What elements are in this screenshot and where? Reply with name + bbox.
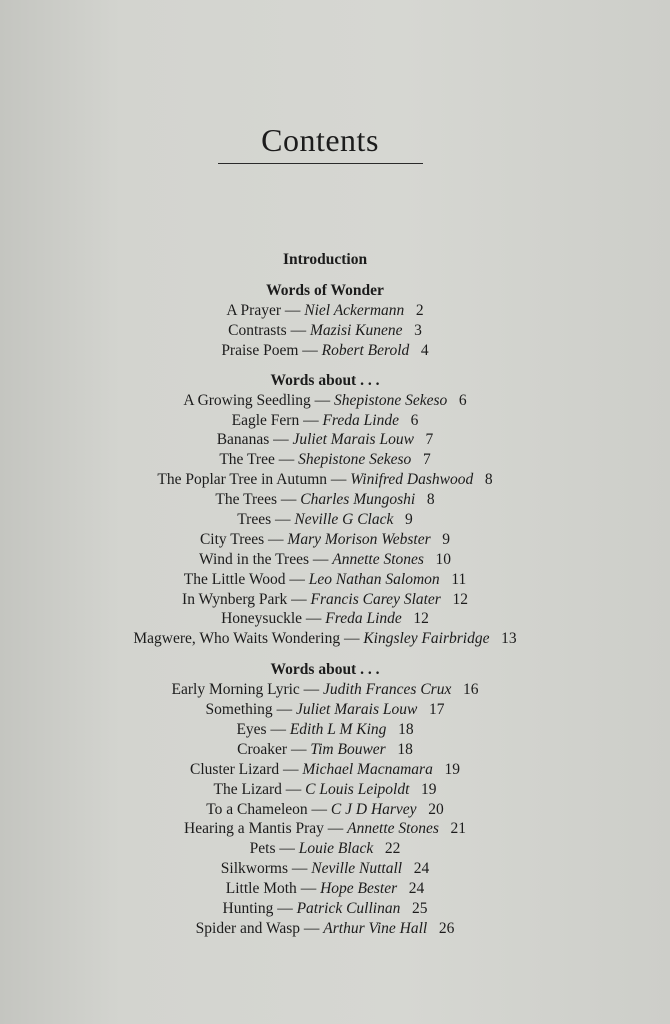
entry-separator: — xyxy=(310,391,335,409)
entry-title: Hearing a Mantis Pray xyxy=(184,820,324,838)
entry-title: Something xyxy=(205,701,273,719)
toc-entry xyxy=(0,899,650,919)
entry-page-number: 18 xyxy=(397,740,413,758)
entry-author: Kingsley Fairbridge xyxy=(363,630,490,648)
entry-author: Mazisi Kunene xyxy=(309,321,403,339)
section-heading: Words about . . . xyxy=(270,371,380,389)
entry-page-number: 22 xyxy=(384,840,401,858)
entry-page-number: 17 xyxy=(428,701,445,719)
entry-page-number: 24 xyxy=(413,860,430,878)
entry-page-number: 21 xyxy=(450,820,466,838)
toc-entry xyxy=(0,800,650,820)
entry-author: Annette Stones xyxy=(332,550,424,568)
entry-author: Juliet Marais Louw xyxy=(295,701,418,719)
entry-separator: — xyxy=(279,760,303,778)
entry-title: Honeysuckle xyxy=(221,610,303,628)
entry-separator: — xyxy=(271,511,295,529)
toc-entry xyxy=(0,590,650,610)
entry-separator: — xyxy=(287,860,312,878)
entry-author: C J D Harvey xyxy=(330,800,417,818)
entry-title: Pets xyxy=(249,840,276,858)
entry-title: To a Chameleon xyxy=(206,800,308,818)
toc-entry xyxy=(0,391,650,411)
entry-separator: — xyxy=(281,780,306,798)
entry-author: Robert Berold xyxy=(321,341,410,359)
entry-page-number: 25 xyxy=(411,900,428,918)
toc-entry xyxy=(0,919,650,939)
entry-author: Niel Ackermann xyxy=(304,302,405,319)
entry-page-number: 7 xyxy=(422,451,431,469)
toc-entry xyxy=(0,301,650,321)
section-heading: Words about . . . xyxy=(270,661,380,679)
entry-page-number: 16 xyxy=(462,681,479,699)
entry-author: Winifred Dashwood xyxy=(350,471,474,489)
toc-entry xyxy=(0,470,650,490)
entry-author: Leo Nathan Salomon xyxy=(308,570,440,588)
entry-title: Praise Poem xyxy=(221,341,299,359)
entry-separator: — xyxy=(299,681,324,699)
entry-author: Edith L M King xyxy=(289,721,387,739)
entry-page-number: 8 xyxy=(484,471,493,489)
entry-separator: — xyxy=(285,570,309,588)
section-gap xyxy=(0,361,650,371)
title-underline xyxy=(218,163,423,164)
entry-author: Neville G Clack xyxy=(294,511,394,529)
entry-author: Francis Carey Slater xyxy=(310,590,441,608)
toc-entry xyxy=(0,680,650,700)
entry-title: Croaker xyxy=(237,740,288,758)
entry-page-number: 3 xyxy=(414,321,422,339)
toc-entry xyxy=(0,570,650,590)
toc-entry xyxy=(0,530,650,550)
entry-page-number: 9 xyxy=(442,530,451,548)
entry-separator: — xyxy=(302,610,326,628)
entry-separator: — xyxy=(298,341,322,359)
entry-title: A Prayer xyxy=(226,302,282,319)
entry-separator: — xyxy=(286,321,310,339)
entry-separator: — xyxy=(276,491,301,509)
table-of-contents xyxy=(0,250,650,939)
entry-author: Shepistone Sekeso xyxy=(298,451,412,469)
toc-entry xyxy=(0,629,650,649)
toc-entry xyxy=(0,859,650,879)
entry-title: Eyes xyxy=(236,721,267,739)
entry-author: C Louis Leipoldt xyxy=(305,780,410,798)
entry-page-number: 19 xyxy=(421,780,437,798)
entry-author: Juliet Marais Louw xyxy=(292,431,414,449)
entry-author: Annette Stones xyxy=(347,820,439,838)
entry-author: Judith Frances Crux xyxy=(323,681,452,699)
toc-entry xyxy=(0,609,650,629)
entry-title: In Wynberg Park xyxy=(182,590,288,608)
entry-separator: — xyxy=(340,630,364,648)
toc-entry xyxy=(0,819,650,839)
section-gap xyxy=(0,270,650,281)
entry-separator: — xyxy=(287,740,311,758)
toc-entry xyxy=(0,839,650,859)
toc-entry xyxy=(0,700,650,720)
entry-separator: — xyxy=(307,800,331,818)
toc-entry xyxy=(0,450,650,470)
entry-separator: — xyxy=(272,701,296,719)
entry-title: The Tree xyxy=(219,451,275,469)
entry-title: Wind in the Trees xyxy=(198,550,309,568)
entry-author: Freda Linde xyxy=(325,610,402,628)
entry-page-number: 8 xyxy=(426,491,435,509)
entry-title: Bananas xyxy=(216,431,270,449)
entry-page-number: 2 xyxy=(415,302,424,319)
entry-separator: — xyxy=(266,721,290,739)
entry-title: Early Morning Lyric xyxy=(171,681,300,699)
entry-title: Hunting xyxy=(222,900,274,918)
toc-entry xyxy=(0,430,650,450)
entry-title: Eagle Fern xyxy=(231,411,300,429)
entry-title: The Trees xyxy=(215,491,277,509)
entry-page-number: 4 xyxy=(420,341,429,359)
section-gap xyxy=(0,649,650,660)
toc-entry xyxy=(0,760,650,780)
entry-page-number: 12 xyxy=(413,610,429,628)
entry-author: Arthur Vine Hall xyxy=(323,919,428,937)
entry-page-number: 7 xyxy=(425,431,434,449)
entry-title: The Poplar Tree in Autumn xyxy=(157,471,327,489)
entry-separator: — xyxy=(308,550,333,568)
toc-entry xyxy=(0,341,650,361)
toc-entry xyxy=(0,740,650,760)
toc-entry xyxy=(0,780,650,800)
entry-page-number: 24 xyxy=(408,880,425,898)
entry-title: Cluster Lizard xyxy=(190,760,280,778)
entry-separator: — xyxy=(323,820,348,838)
entry-author: Neville Nuttall xyxy=(311,860,403,878)
section-heading: Introduction xyxy=(282,251,368,268)
entry-title: Little Moth xyxy=(225,880,297,898)
entry-page-number: 13 xyxy=(501,630,517,648)
toc-entry xyxy=(0,490,650,510)
entry-separator: — xyxy=(296,880,321,898)
entry-page-number: 20 xyxy=(428,800,444,818)
entry-page-number: 9 xyxy=(405,511,413,529)
entry-author: Michael Macnamara xyxy=(302,760,433,778)
entry-separator: — xyxy=(269,431,293,449)
entry-title: Trees xyxy=(237,511,272,529)
section-heading: Words of Wonder xyxy=(266,282,384,299)
entry-separator: — xyxy=(299,411,323,429)
toc-entry xyxy=(0,550,650,570)
entry-page-number: 6 xyxy=(410,411,419,429)
entry-title: Contrasts xyxy=(228,321,287,339)
entry-page-number: 19 xyxy=(444,760,460,778)
entry-title: The Little Wood xyxy=(183,570,286,588)
entry-separator: — xyxy=(327,471,351,489)
entry-separator: — xyxy=(264,530,288,548)
toc-entry xyxy=(0,510,650,530)
entry-author: Hope Bester xyxy=(320,880,398,898)
toc-entry xyxy=(0,321,650,341)
entry-separator: — xyxy=(300,919,324,937)
entry-page-number: 11 xyxy=(451,570,467,588)
entry-author: Mary Morison Webster xyxy=(287,530,431,548)
entry-page-number: 6 xyxy=(458,391,467,409)
entry-page-number: 18 xyxy=(398,721,414,739)
entry-title: Magwere, Who Waits Wondering xyxy=(133,630,341,648)
entry-separator: — xyxy=(281,302,305,319)
entry-separator: — xyxy=(287,590,311,608)
entry-author: Charles Mungoshi xyxy=(300,491,416,509)
entry-title: Silkworms xyxy=(220,860,288,878)
entry-separator: — xyxy=(275,840,299,858)
toc-entry xyxy=(0,411,650,431)
entry-author: Tim Bouwer xyxy=(310,740,386,758)
entry-separator: — xyxy=(273,900,297,918)
entry-separator: — xyxy=(274,451,299,469)
entry-title: City Trees xyxy=(199,530,265,548)
toc-entry xyxy=(0,879,650,899)
entry-author: Louie Black xyxy=(298,840,374,858)
entry-page-number: 10 xyxy=(435,550,452,568)
toc-entry xyxy=(0,720,650,740)
page-title: Contents xyxy=(261,122,379,158)
entry-title: A Growing Seedling xyxy=(183,391,311,409)
entry-page-number: 26 xyxy=(438,919,455,937)
entry-title: Spider and Wasp xyxy=(195,919,301,937)
entry-author: Shepistone Sekeso xyxy=(334,391,448,409)
entry-author: Patrick Cullinan xyxy=(296,900,401,918)
entry-page-number: 12 xyxy=(452,590,468,608)
entry-author: Freda Linde xyxy=(322,411,399,429)
entry-title: The Lizard xyxy=(213,780,282,798)
